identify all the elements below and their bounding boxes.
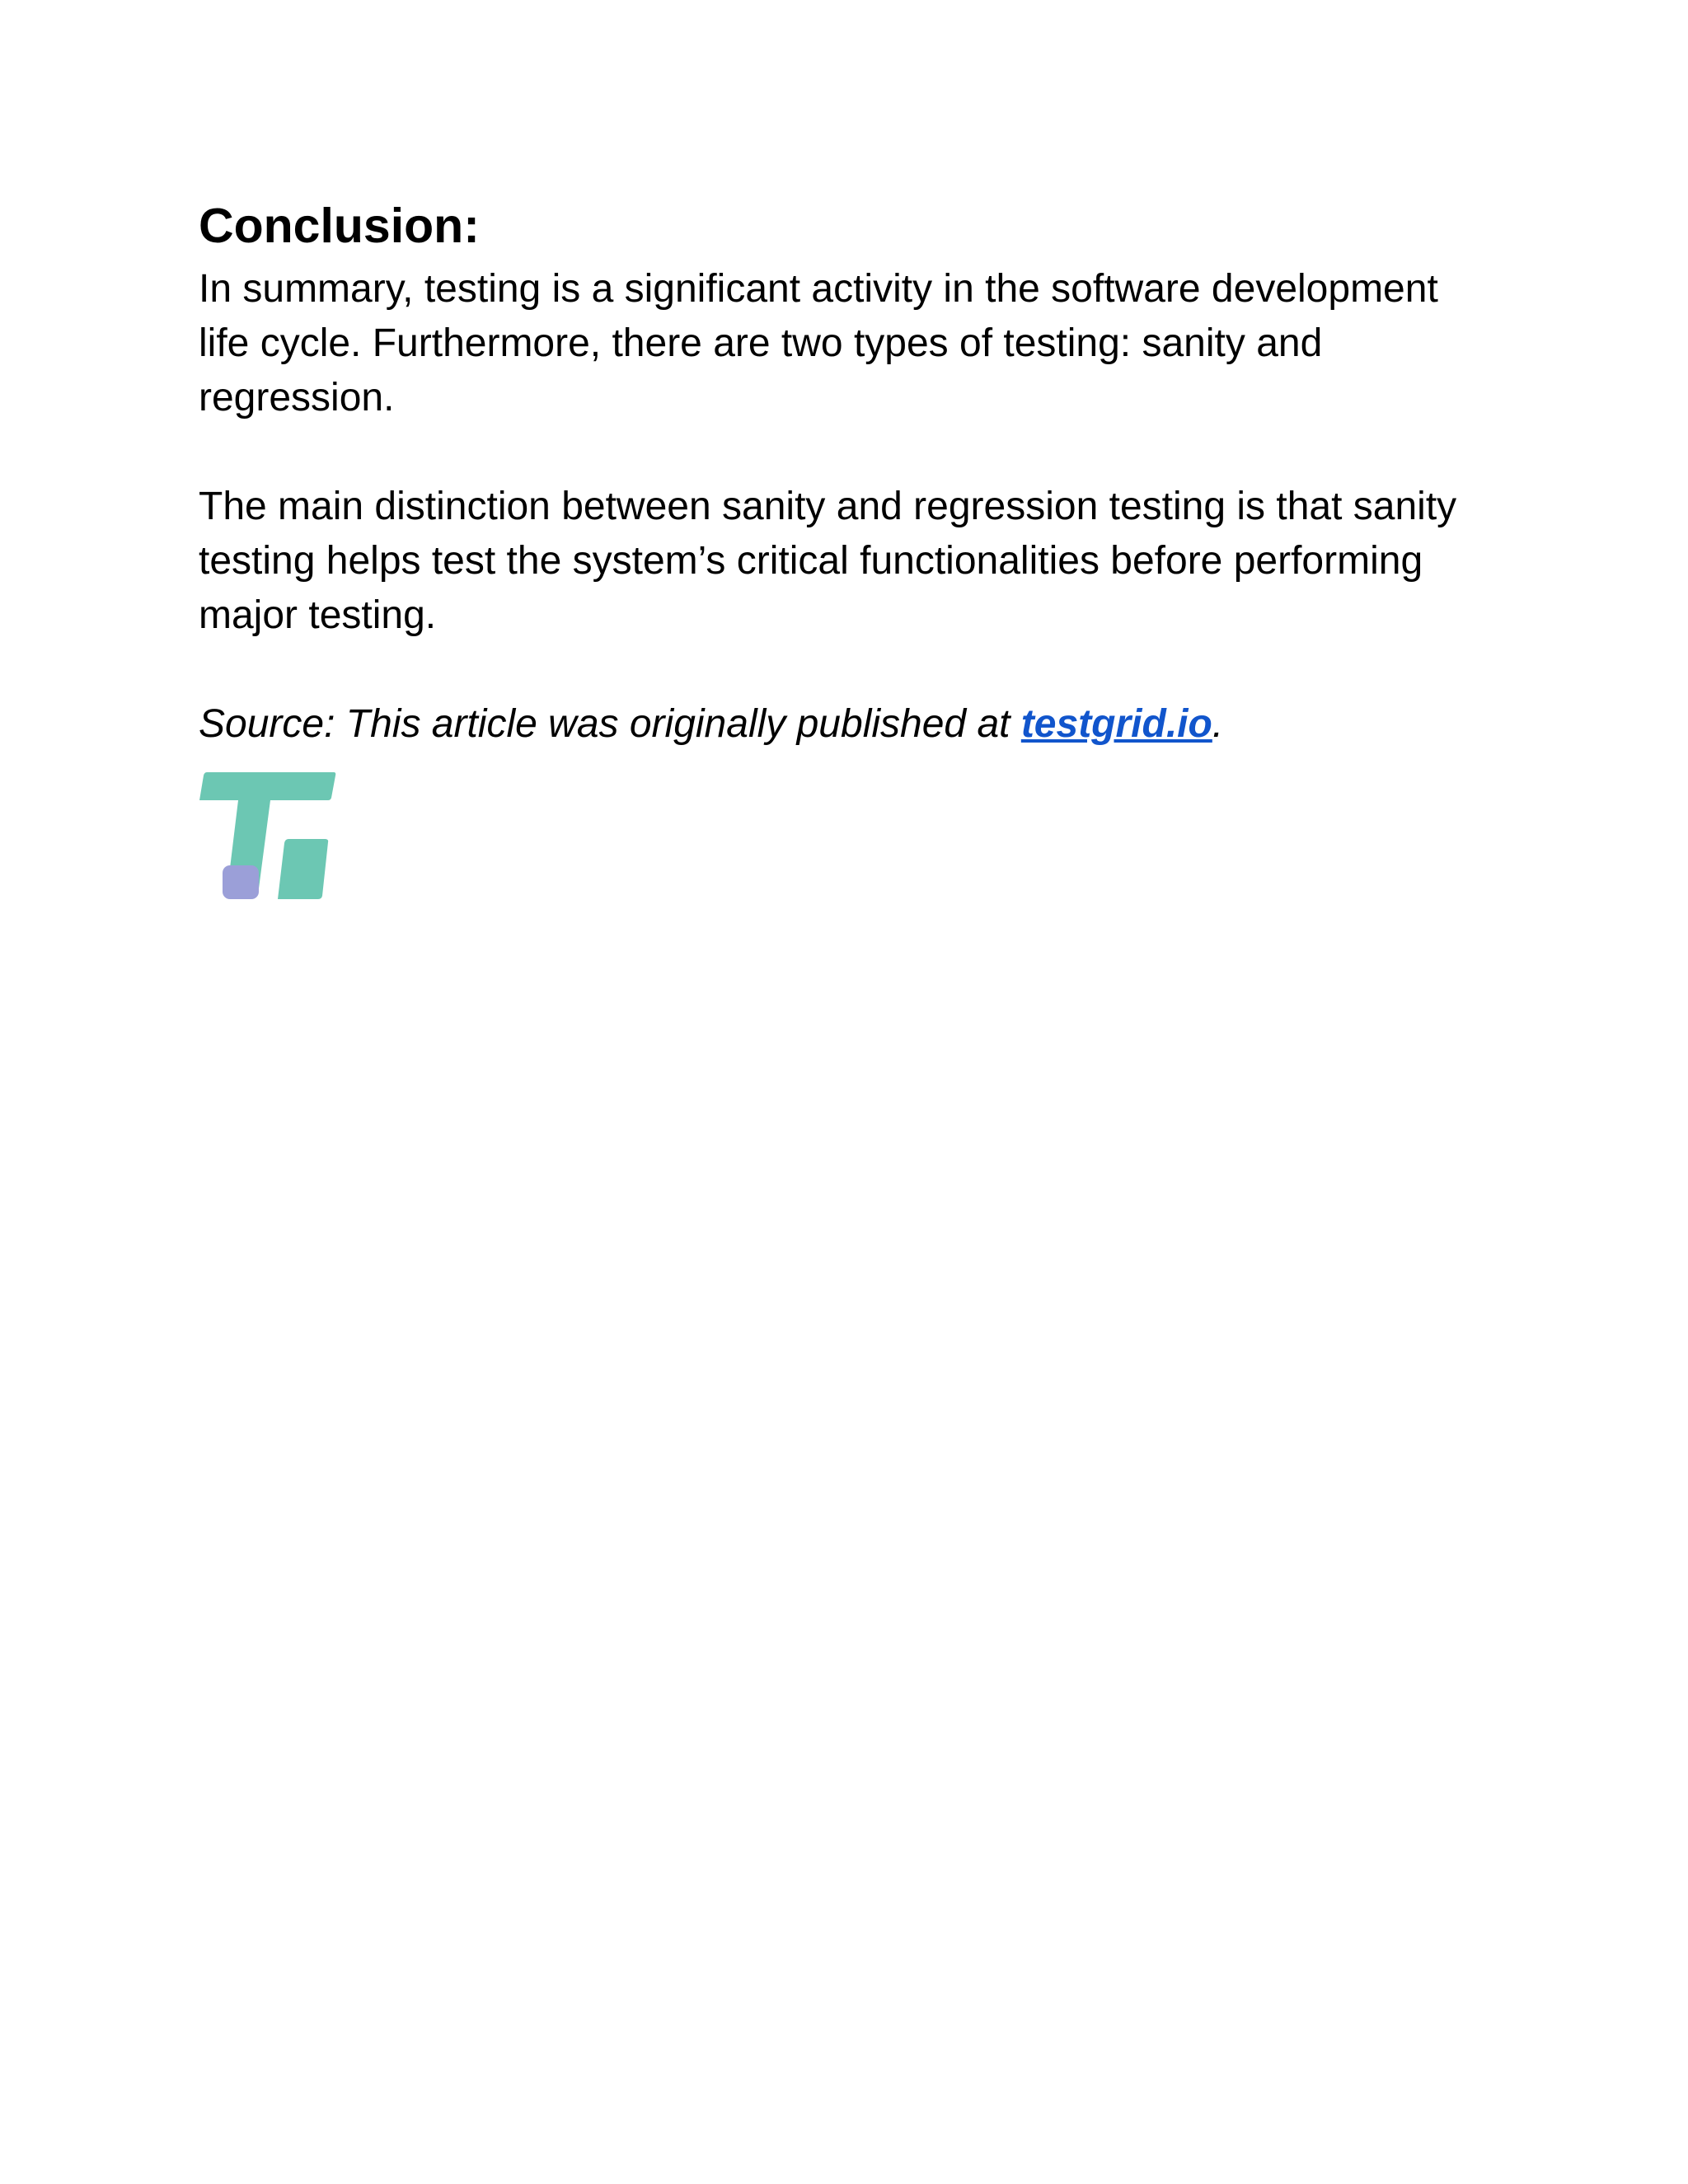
- distinction-paragraph: The main distinction between sanity and regression testing is that sanity testing helps test the system’s critical functionalities before performing major testing.: [199, 485, 1457, 637]
- paragraph-spacer: [199, 643, 1484, 697]
- conclusion-heading: Conclusion:: [199, 199, 480, 253]
- source-prefix: Source: This article was originally published at: [199, 702, 1021, 746]
- source-line: [199, 697, 1484, 752]
- paragraph-spacer: [199, 425, 1484, 480]
- source-link[interactable]: testgrid.io: [1020, 702, 1212, 746]
- logo-square: [223, 865, 259, 899]
- testgrid-logo-icon: [199, 771, 338, 899]
- document-body: [199, 193, 1484, 752]
- summary-paragraph: In summary, testing is a significant activity in the software development life cycle. Furthermore, there are two types of testing: sanity and regression.: [199, 267, 1438, 419]
- source-suffix: .: [1212, 702, 1224, 746]
- logo-stem-right: [278, 839, 328, 899]
